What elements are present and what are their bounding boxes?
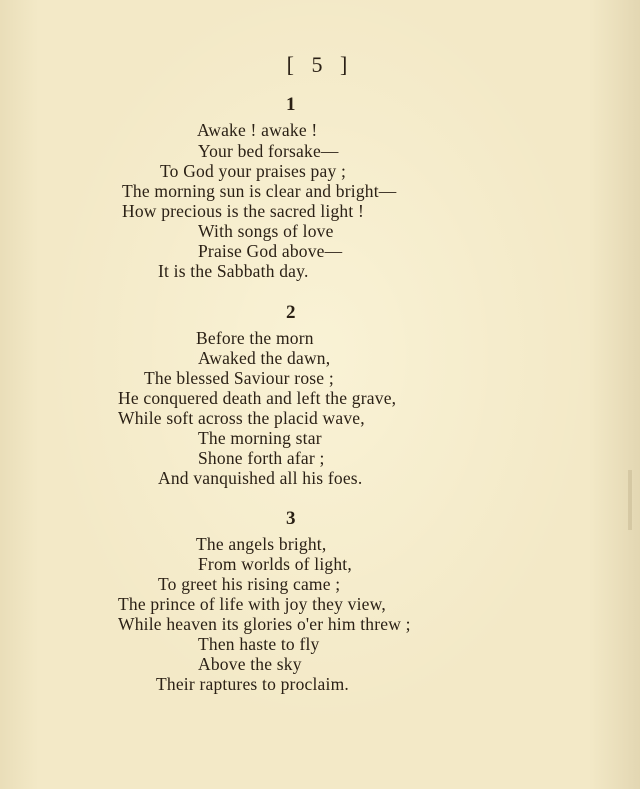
verse-2-line-1: Before the morn (196, 328, 314, 348)
verse-1-line-8: It is the Sabbath day. (158, 261, 309, 281)
verse-3-line-3: To greet his rising came ; (158, 574, 341, 594)
verse-2-line-4: He conquered death and left the grave, (118, 388, 397, 408)
verse-3-line-7: Above the sky (198, 654, 302, 674)
verse-3-line-2: From worlds of light, (198, 554, 352, 574)
verse-2-line-3: The blessed Saviour rose ; (144, 368, 334, 388)
verse-3-line-8: Their raptures to proclaim. (156, 674, 349, 694)
verse-3-line-5: While heaven its glories o'er him threw ; (118, 614, 411, 634)
verse-1-line-5: How precious is the sacred light ! (122, 201, 365, 221)
verse-1-line-2: Your bed forsake— (198, 141, 339, 161)
verse-1-line-3: To God your praises pay ; (160, 161, 347, 181)
verse-3-line-6: Then haste to fly (198, 634, 320, 654)
verse-2-line-8: And vanquished all his foes. (158, 468, 363, 488)
verse-3-line-4: The prince of life with joy they view, (118, 594, 386, 614)
verse-2-line-5: While soft across the placid wave, (118, 408, 365, 428)
verse-2-line-6: The morning star (198, 428, 322, 448)
verse-number-3: 3 (286, 508, 296, 529)
verse-2-line-2: Awaked the dawn, (198, 348, 331, 368)
verse-number-1: 1 (286, 94, 296, 115)
verse-number-2: 2 (286, 302, 296, 323)
page-edge-shadow (628, 470, 632, 530)
page-number: [ 5 ] (286, 52, 354, 77)
verse-2-line-7: Shone forth afar ; (198, 448, 325, 468)
verse-1-line-6: With songs of love (198, 221, 334, 241)
verse-1-line-4: The morning sun is clear and bright— (122, 181, 397, 201)
verse-1-line-1: Awake ! awake ! (197, 120, 318, 140)
verse-3-line-1: The angels bright, (196, 534, 327, 554)
verse-1-line-7: Praise God above— (198, 241, 343, 261)
